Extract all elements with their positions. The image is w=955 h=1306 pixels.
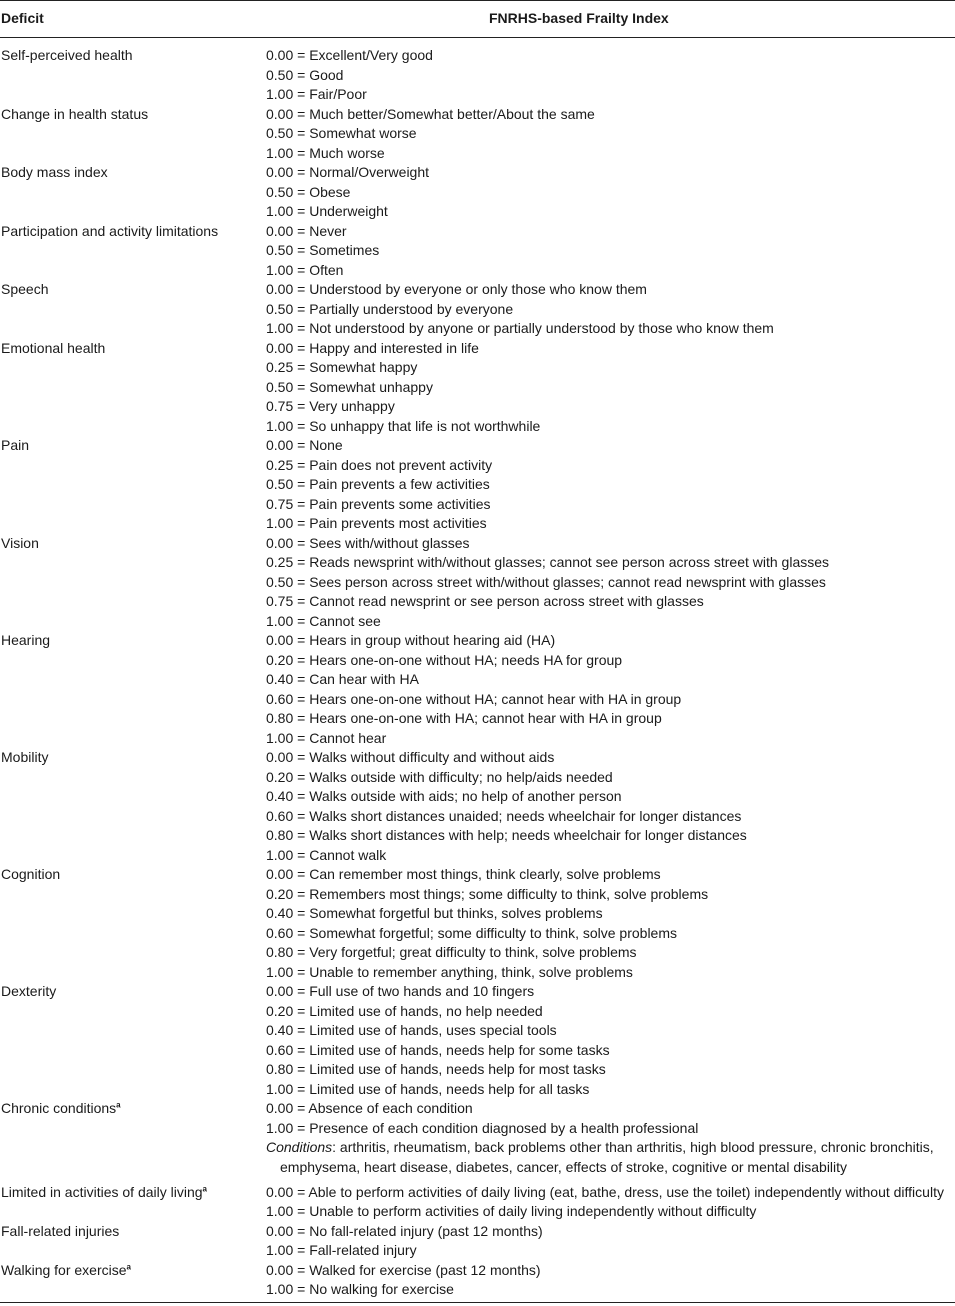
code-line: 0.50 = Obese	[266, 183, 351, 200]
code-list	[266, 748, 954, 865]
deficit-label: Body mass index	[1, 164, 108, 180]
code-line: 0.75 = Pain prevents some activities	[266, 495, 491, 512]
code-line: 0.80 = Limited use of hands, needs help for most tasks	[266, 1061, 606, 1077]
code-list	[266, 1261, 954, 1300]
code-line: 0.50 = Sometimes	[266, 242, 380, 258]
code-line: 1.00 = Underweight	[266, 203, 388, 219]
code-line: 1.00 = Presence of each condition diagnosed by a health professional	[266, 1119, 699, 1136]
conditions-label: Conditions	[266, 1139, 333, 1155]
code-line: 0.00 = Normal/Overweight	[266, 164, 430, 180]
code-line: 0.00 = Walks without difficulty and without aids	[266, 749, 555, 765]
code-line: 1.00 = Cannot walk	[266, 846, 387, 863]
code-line: 0.20 = Remembers most things; some difficulty to think, solve problems	[266, 885, 709, 902]
deficit-label: Hearing	[1, 632, 51, 648]
code-line: 0.50 = Somewhat worse	[266, 125, 417, 141]
code-list	[266, 436, 954, 534]
code-line: 0.60 = Limited use of hands, needs help for some tasks	[266, 1041, 610, 1058]
deficit-label: Cognition	[1, 866, 61, 882]
deficit-label: Limited in activities of daily living$^a$	[1, 1183, 207, 1200]
code-line: 0.40 = Can hear with HA	[266, 671, 419, 687]
code-line: 0.00 = Able to perform activities of daily living (eat, bathe, dress, use the toilet) independently without difficulty	[266, 1183, 944, 1200]
code-line: 0.00 = Absence of each condition	[266, 1100, 473, 1116]
code-line: 0.60 = Walks short distances unaided; needs wheelchair for longer distances	[266, 807, 742, 824]
code-list	[266, 1099, 954, 1177]
code-list	[266, 534, 954, 632]
code-line: 0.00 = Excellent/Very good	[266, 47, 433, 63]
code-line: 0.50 = Sees person across street with/without glasses; cannot read newsprint with glasses	[266, 573, 826, 590]
code-line: 0.60 = Somewhat forgetful; some difficulty to think, solve problems	[266, 924, 678, 941]
bottom-rule	[0, 1302, 955, 1303]
code-list	[266, 105, 954, 164]
top-rule	[0, 0, 955, 1]
code-line: 0.00 = Happy and interested in life	[266, 339, 479, 356]
header-rule	[0, 37, 955, 38]
code-line: 1.00 = Not understood by anyone or partially understood by those who know them	[266, 320, 774, 336]
code-list	[266, 339, 954, 437]
deficit-label: Dexterity	[1, 983, 57, 999]
footnote-marker: a	[202, 1183, 207, 1193]
code-line: 0.00 = Never	[266, 222, 347, 239]
code-line: 0.50 = Partially understood by everyone	[266, 300, 514, 317]
code-line: 0.80 = Hears one-on-one with HA; cannot hear with HA in group	[266, 710, 662, 726]
code-list	[266, 1222, 954, 1261]
code-line: 0.00 = Much better/Somewhat better/About the same	[266, 105, 595, 122]
deficit-label: Pain	[1, 437, 30, 453]
code-list	[266, 865, 954, 982]
conditions-text: : arthritis, rheumatism, back problems other than arthritis, high blood pressure, chronic bronchitis, emphysema, heart disease, diabetes, cancer, effects of stroke, cognitive or mental disability	[280, 1139, 934, 1175]
code-line: 0.50 = Somewhat unhappy	[266, 378, 433, 395]
code-line: 0.20 = Hears one-on-one without HA; needs HA for group	[266, 651, 623, 668]
code-line: 1.00 = No walking for exercise	[266, 1281, 454, 1297]
footnote-marker: a	[126, 1261, 131, 1271]
deficit-label: Emotional health	[1, 339, 106, 356]
code-line: 1.00 = Cannot see	[266, 612, 381, 629]
deficit-label: Fall-related injuries	[1, 1222, 120, 1239]
code-line: 0.00 = Walked for exercise (past 12 months)	[266, 1261, 541, 1278]
code-line: 0.00 = Can remember most things, think clearly, solve problems	[266, 866, 661, 882]
code-line: 0.25 = Reads newsprint with/without glasses; cannot see person across street with glasses	[266, 554, 830, 570]
footnote-marker: a	[116, 1100, 121, 1110]
deficit-label: Self-perceived health	[1, 47, 133, 63]
code-list	[266, 46, 954, 105]
code-line: 1.00 = Cannot hear	[266, 729, 387, 746]
deficit-label: Speech	[1, 281, 49, 297]
deficit-label: Participation and activity limitations	[1, 222, 219, 239]
deficit-label: Walking for exercise$^a$	[1, 1261, 131, 1278]
header-deficit: Deficit	[1, 10, 44, 26]
code-line: 0.00 = Understood by everyone or only those who know them	[266, 281, 647, 297]
code-line: 0.00 = No fall-related injury (past 12 months)	[266, 1222, 543, 1239]
code-line: 0.75 = Very unhappy	[266, 398, 395, 414]
code-list	[266, 222, 954, 281]
code-line: 1.00 = Pain prevents most activities	[266, 515, 487, 531]
code-line: 0.20 = Limited use of hands, no help needed	[266, 1002, 543, 1019]
code-line: 0.40 = Walks outside with aids; no help of another person	[266, 788, 622, 804]
code-line: 0.00 = Hears in group without hearing aid (HA)	[266, 632, 556, 648]
conditions-note	[266, 1138, 954, 1177]
code-line: 0.40 = Somewhat forgetful but thinks, solves problems	[266, 905, 603, 921]
code-line: 0.25 = Pain does not prevent activity	[266, 456, 493, 473]
code-list	[266, 631, 954, 748]
code-line: 0.20 = Walks outside with difficulty; no help/aids needed	[266, 768, 613, 785]
code-line: 0.60 = Hears one-on-one without HA; cannot hear with HA in group	[266, 690, 682, 707]
code-list	[266, 163, 954, 222]
code-line: 1.00 = Fair/Poor	[266, 86, 367, 102]
code-list	[266, 1183, 954, 1222]
code-list	[266, 280, 954, 339]
code-line: 1.00 = Unable to perform activities of daily living independently without difficulty	[266, 1203, 757, 1219]
code-line: 0.25 = Somewhat happy	[266, 359, 418, 375]
code-line: 1.00 = Limited use of hands, needs help for all tasks	[266, 1080, 590, 1097]
deficit-label: Vision	[1, 534, 39, 551]
code-line: 1.00 = Fall-related injury	[266, 1242, 417, 1258]
code-list	[266, 982, 954, 1099]
code-line: 1.00 = Often	[266, 261, 344, 278]
header-frailty-index: FNRHS-based Frailty Index	[489, 10, 669, 26]
deficit-label: Mobility	[1, 749, 49, 765]
deficit-label: Change in health status	[1, 105, 149, 122]
code-line: 1.00 = Unable to remember anything, think, solve problems	[266, 963, 633, 980]
code-line: 0.40 = Limited use of hands, uses special tools	[266, 1022, 557, 1038]
code-line: 1.00 = So unhappy that life is not worthwhile	[266, 417, 541, 434]
code-line: 1.00 = Much worse	[266, 144, 385, 161]
code-line: 0.00 = None	[266, 437, 343, 453]
deficit-label: Chronic conditions$^a$	[1, 1100, 121, 1116]
code-line: 0.80 = Walks short distances with help; needs wheelchair for longer distances	[266, 827, 747, 843]
code-line: 0.50 = Good	[266, 66, 344, 83]
code-line: 0.80 = Very forgetful; great difficulty to think, solve problems	[266, 944, 637, 960]
code-line: 0.00 = Full use of two hands and 10 fingers	[266, 983, 535, 999]
code-line: 0.75 = Cannot read newsprint or see person across street with glasses	[266, 593, 704, 609]
code-line: 0.00 = Sees with/without glasses	[266, 534, 470, 551]
code-line: 0.50 = Pain prevents a few activities	[266, 476, 490, 492]
